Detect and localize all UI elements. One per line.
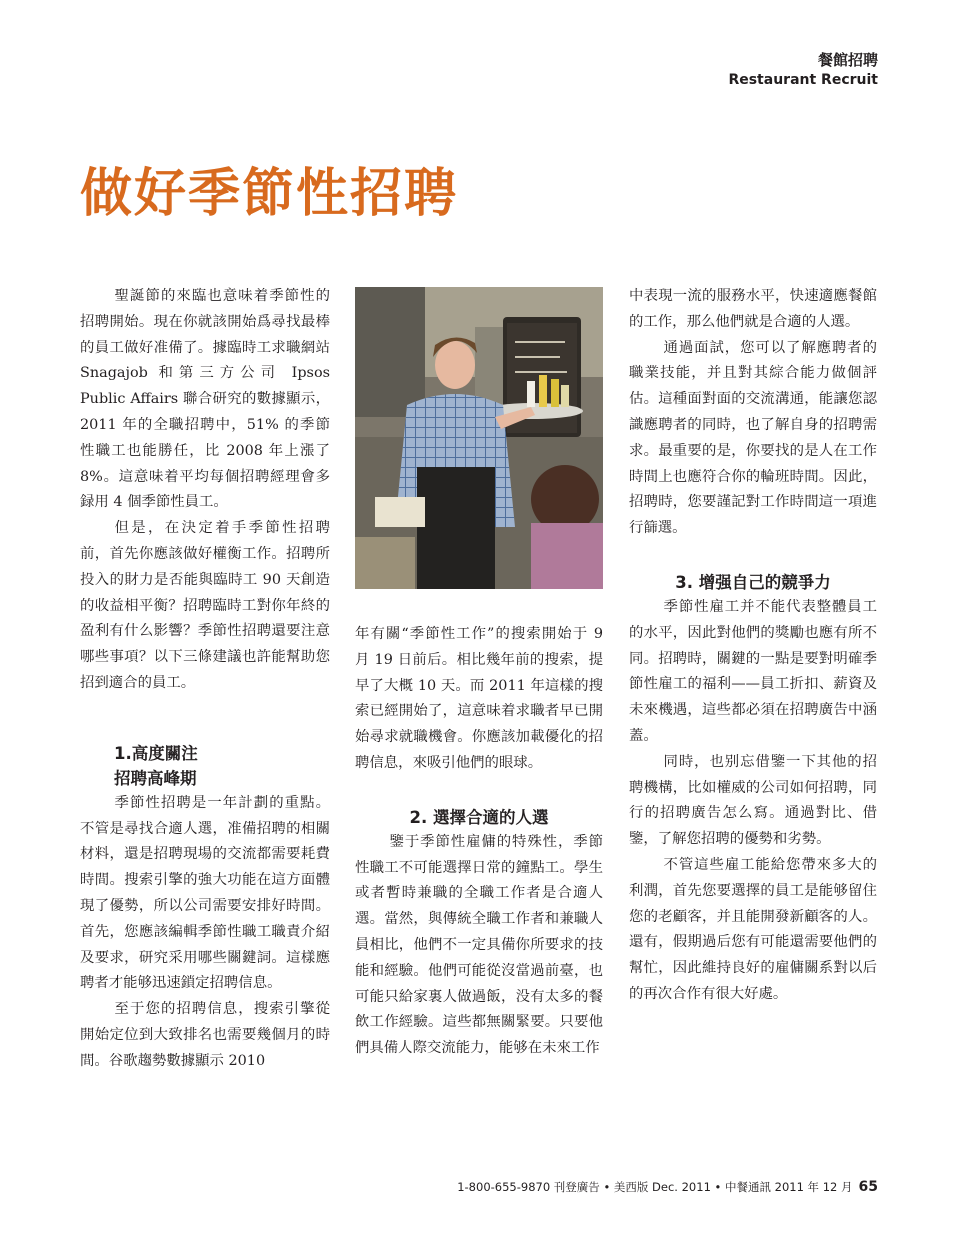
section-1-title-line2: 招聘高峰期 [114, 768, 197, 788]
paragraph: 鑒于季節性雇傭的特殊性，季節性職工不可能選擇日常的鐘點工。學生或者暫時兼職的全職工作者是合適人選。當然，與傳統全職工作者和兼職人員相比，他們不一定具備你所要求的技能和經驗。他們可能從沒當過前臺，也可能只給家裏人做過飯，没有太多的餐飲工作經驗。這些都無關緊要。只要他們具備人際交流能力，能够在未來工作 [355, 833, 603, 1057]
column-2 [355, 622, 603, 1062]
paragraph: 至于您的招聘信息，搜索引擎從開始定位到大致排名也需要幾個月的時間。谷歌趨勢數據顯示 2010 [80, 1001, 330, 1069]
paragraph: 同時，也别忘借鑒一下其他的招聘機構，比如權威的公司如何招聘，同行的招聘廣告怎么寫。通過對比、借鑒，了解您招聘的優勢和劣勢。 [629, 753, 877, 848]
article-title: 做好季節性招聘 [80, 163, 459, 224]
spacer [355, 777, 603, 805]
spacer [80, 697, 330, 741]
section-1-title-line1: 1.高度關注 [114, 743, 198, 763]
paragraph: 聖誕節的來臨也意味着季節性的招聘開始。現在你就該開始爲尋找最棒的員工做好准備了。據臨時工求職網站 Snagajob 和第三方公司 Ipsos Public Affairs 聯合研究的數據顯示，2011 年的全職招聘中，51% 的季節性職工也能勝任，比 2008 年上漲了 8%。這意味着平均每個招聘經理會多録用 4 個季節性員工。 [80, 288, 330, 511]
category-zh: 餐館招聘 [817, 51, 878, 69]
photo-illustration [355, 287, 603, 589]
paragraph: 不管這些雇工能給您帶來多大的利潤，首先您要選擇的員工是能够留住您的老顧客，并且能開發新顧客的人。還有，假期過后您有可能還需要他們的幫忙，因此維持良好的雇傭關系對以后的再次合作有很大好處。 [629, 856, 877, 1002]
page-footer [420, 1179, 878, 1195]
column-1 [80, 284, 330, 1075]
section-2-title: 2. 選擇合適的人選 [409, 807, 549, 827]
paragraph: 中表現一流的服務水平，快速適應餐館的工作，那么他們就是合適的人選。 [629, 288, 877, 330]
spacer [629, 542, 877, 570]
paragraph: 季節性招聘是一年計劃的重點。不管是尋找合適人選，准備招聘的相關材料，還是招聘現場的交流都需要耗費時間。搜索引擎的強大功能在這方面體現了優勢，所以公司需要安排好時間。首先，您應該編輯季節性職工職責介紹及要求，研究采用哪些關鍵詞。這樣應聘者才能够迅速鎖定招聘信息。 [80, 794, 330, 992]
footer-info: 1-800-655-9870 刊登廣告 • 美西版 Dec. 2011 • 中餐通訊 2011 年 12 月 [457, 1180, 853, 1194]
waiter-photo [355, 287, 603, 589]
paragraph: 但是，在決定着手季節性招聘前，首先你應該做好權衡工作。招聘所投入的財力是否能與臨時工 90 天創造的收益相平衡？招聘臨時工對你年終的盈利有什么影響？季節性招聘還要注意哪些事項？以下三條建議也許能幫助您招到適合的員工。 [80, 520, 330, 691]
page-number: 65 [858, 1179, 878, 1195]
section-3-title: 3. 增强自己的競爭力 [675, 572, 831, 592]
section-category [728, 50, 878, 90]
paragraph: 通過面試，您可以了解應聘者的職業技能，并且對其綜合能力做個評估。這種面對面的交流溝通，能讓您認識應聘者的同時，也了解自身的招聘需求。最重要的是，你要找的是人在工作時間上也應符合你的輪班時間。因此，招聘時，您要謹記對工作時間這一項進行篩選。 [629, 339, 877, 537]
paragraph: 年有關“季節性工作”的搜索開始于 9 月 19 日前后。相比幾年前的搜索，提早了大概 10 天。而 2011 年這樣的搜索已經開始了，這意味着求職者早已開始尋求就職機會。你應該加載優化的招聘信息，來吸引他們的眼球。 [355, 626, 603, 771]
paragraph: 季節性雇工并不能代表整體員工的水平，因此對他們的獎勵也應有所不同。招聘時，關鍵的一點是要對明確季節性雇工的福利——員工折扣、薪資及未來機遇，這些都必須在招聘廣告中涵蓋。 [629, 598, 877, 744]
category-en: Restaurant Recruit [728, 72, 878, 88]
column-3 [629, 284, 877, 1008]
section-1-heading [80, 741, 330, 791]
